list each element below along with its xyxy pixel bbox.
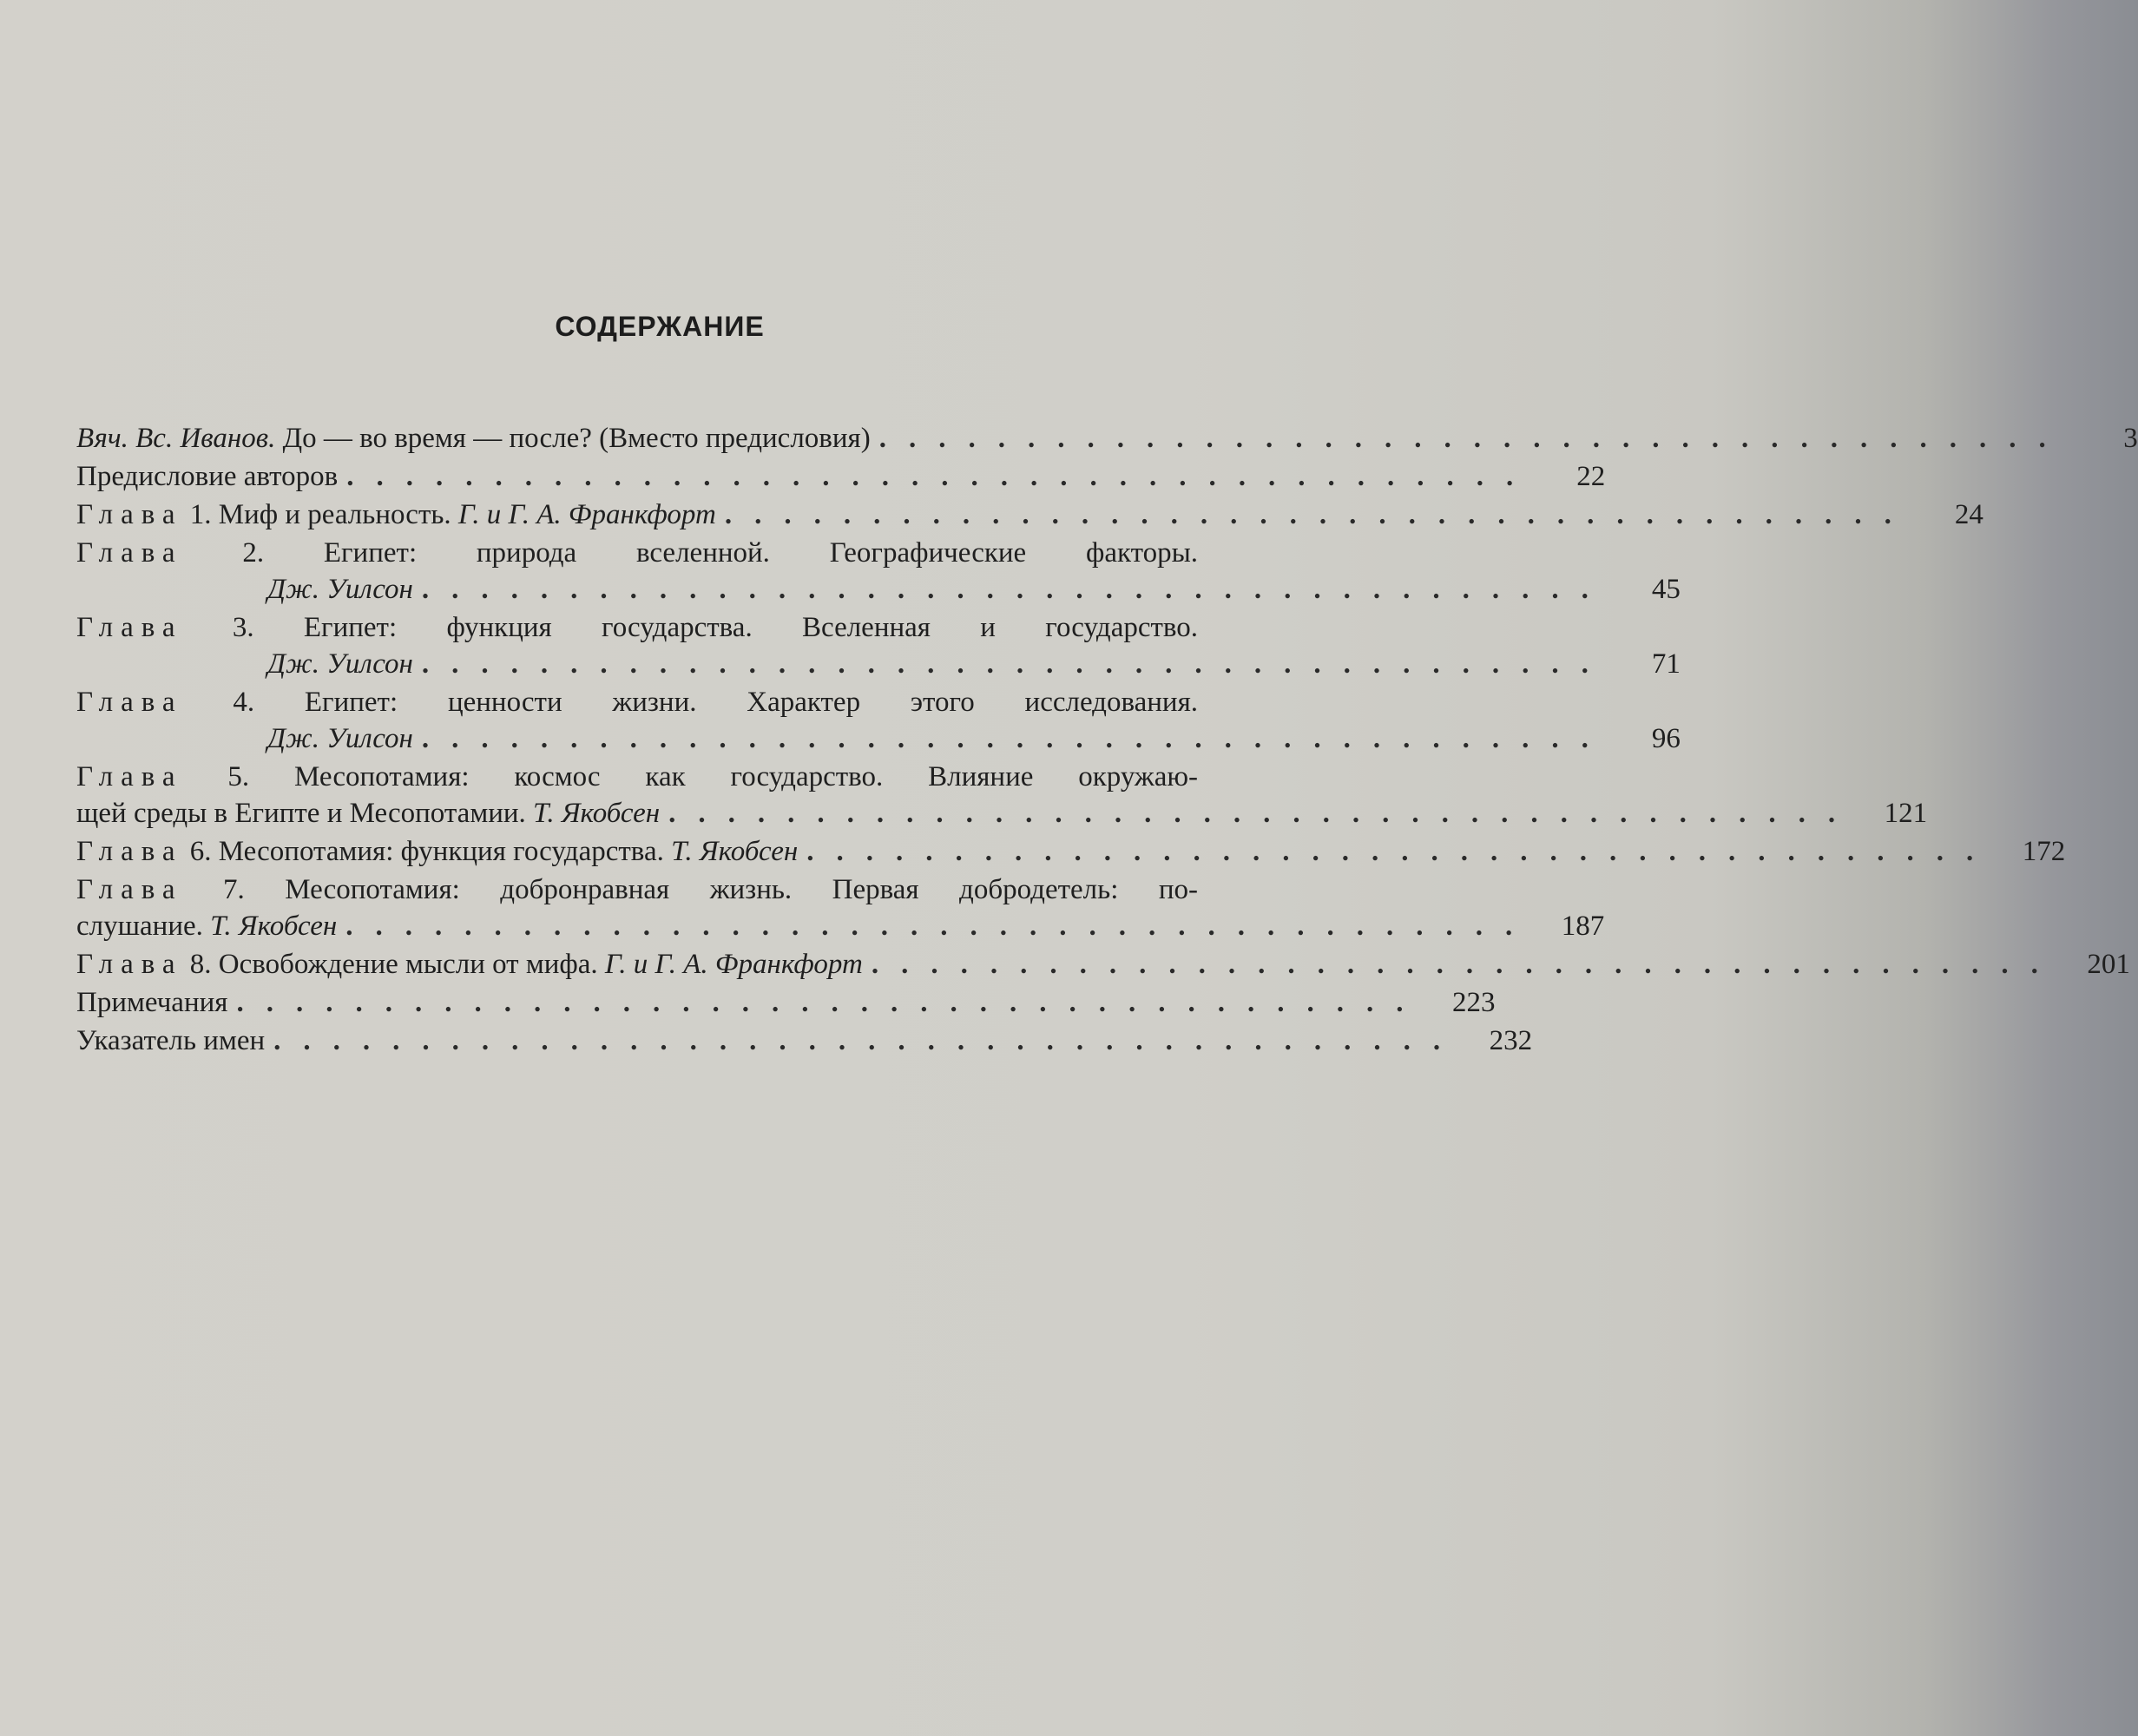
toc-page-number: 232 [1489,1025,1533,1056]
chapter-number: 5. [227,761,250,792]
chapter-number: 7. [222,874,245,905]
toc-entry [76,760,1928,832]
toc-page-number: 121 [1884,798,1928,829]
leader-dots: ........................................ [878,423,2069,454]
toc-entry-title: Египет: ценности жизни. Характер этого исследования. [304,687,1199,718]
toc-entry-title: До — во время — после? (Вместо предисловия) [282,423,871,454]
toc-entry [76,610,1681,682]
toc-page-number: 96 [1651,723,1681,754]
toc-page-number: 71 [1651,648,1681,680]
toc-entry-title: Египет: природа вселенной. Географические факторы. [323,537,1199,569]
toc-entry [76,536,1681,608]
toc-page-number: 201 [2087,949,2130,980]
toc-entry-title: слушание. [76,911,203,942]
chapter-label: Глава [76,537,183,569]
leader-dots: ........................................ [346,461,1536,492]
chapter-label: Глава [76,874,183,905]
toc-entry-title: Примечания [76,987,228,1018]
toc-entry [76,497,1983,533]
toc-entry-author: Дж. Уилсон [267,648,413,680]
chapter-label: Глава [76,687,183,718]
chapter-number: 3. [232,612,254,643]
chapter-label: Глава [76,499,183,530]
leader-dots: ........................................ [421,648,1611,680]
toc-entry-author: Т. Якобсен [533,798,661,829]
toc-entry [76,947,2130,983]
toc-entry [76,685,1681,757]
leader-dots: ........................................ [345,911,1536,942]
toc-entry [76,1023,1533,1059]
chapter-label: Глава [76,612,183,643]
toc-page-number: 3 [2123,423,2138,454]
toc-page-number: 22 [1576,461,1606,492]
toc-entry-title: Предисловие авторов [76,461,339,492]
chapter-number: 6. [189,836,212,867]
toc-page-number: 24 [1954,499,1983,530]
toc-page-number: 172 [2022,836,2066,867]
toc-entry-author: Г. и Г. А. Франкфорт [604,949,863,980]
toc-entry-title: Миф и реальность. [218,499,451,530]
toc-entry-title: Месопотамия: космос как государство. Влияние окружаю- [293,761,1198,792]
toc-entry-title: Месопотамия: функция государства. [218,836,664,867]
toc-entry-title: Указатель имен [76,1025,266,1056]
toc-entry-author: Вяч. Вс. Иванов. [76,423,276,454]
toc-entry-title: Месопотамия: добронравная жизнь. Первая добродетель: по- [285,874,1198,905]
chapter-label: Глава [76,836,183,867]
toc-entry [76,985,1496,1021]
leader-dots: ........................................ [668,798,1858,829]
toc-page-number: 187 [1561,911,1605,942]
chapter-number: 8. [189,949,212,980]
leader-dots: ........................................ [236,987,1426,1018]
toc-entry-author: Т. Якобсен [671,836,799,867]
leader-dots: ........................................ [806,836,1997,867]
leader-dots: ........................................ [724,499,1914,530]
page-title: СОДЕРЖАНИЕ [555,311,765,342]
toc-entry [76,872,1605,944]
chapter-label: Глава [76,761,183,792]
leader-dots: ........................................ [871,949,2061,980]
toc-entry-author: Г. и Г. А. Франкфорт [457,499,716,530]
toc-entry-author: Т. Якобсен [210,911,338,942]
toc-entry-author: Дж. Уилсон [267,723,413,754]
toc-entry-author: Дж. Уилсон [267,574,413,605]
toc-entry-title: Освобождение мысли от мифа. [218,949,598,980]
table-of-contents [76,421,2138,1062]
chapter-number: 1. [189,499,212,530]
chapter-number: 4. [233,687,255,718]
toc-entry-title: Египет: функция государства. Вселенная и государство. [303,612,1199,643]
leader-dots: ........................................ [421,574,1611,605]
leader-dots: ........................................ [273,1025,1464,1056]
toc-page-number: 223 [1451,987,1496,1018]
toc-entry [76,459,1606,495]
chapter-label: Глава [76,949,183,980]
toc-page-number: 45 [1651,574,1681,605]
toc-entry-title: щей среды в Египте и Месопотамии. [76,798,526,829]
toc-entry [76,421,2138,457]
chapter-number: 2. [242,537,265,569]
toc-entry [76,834,2066,870]
leader-dots: ........................................ [421,723,1611,754]
